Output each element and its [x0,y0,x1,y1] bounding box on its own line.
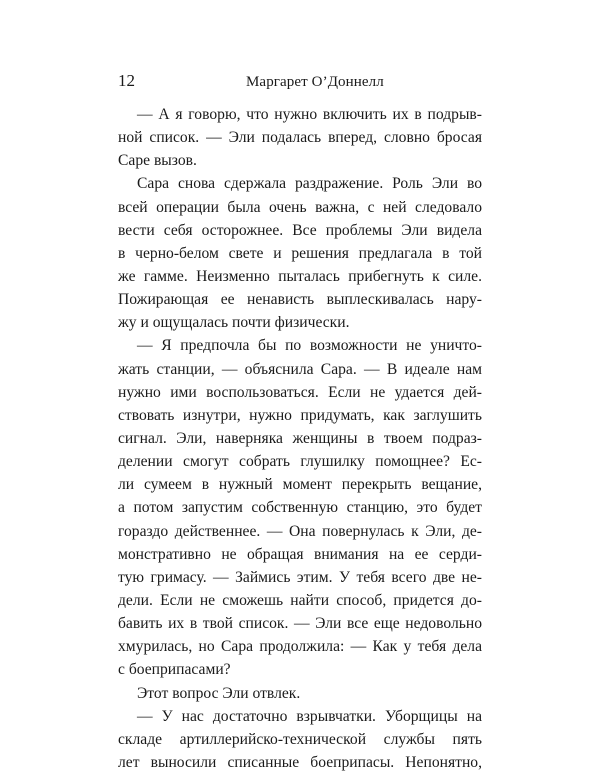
text-line: же гамме. Неизменно пыталась прибегнуть к силе. [118,267,482,285]
text-line: сигнал. Эли, наверняка женщины в твоем подраз- [118,429,482,447]
text-line: хмурилась, но Сара продолжила: — Как у тебя дела [118,638,482,656]
text-line: Сара снова сдержала раздражение. Роль Эли во [137,175,482,193]
text-line: делении смогут собрать глушилку помощнее? Ес- [118,453,482,471]
text-line: а потом запустим собственную станцию, это будет [118,499,482,517]
running-head [118,70,482,94]
text-line: жать станции, — объяснила Сара. — В идеале нам [118,360,482,378]
text-line: монстративно не обращая внимания на ее серди- [118,545,482,563]
text-line: тую гримасу. — Займись этим. У тебя всего две не- [118,568,482,586]
text-line: ли сумеем в нужный момент перекрыть вещание, [118,476,482,494]
text-line: Саре вызов. [118,152,197,170]
text-line: лет выносили списанные боеприпасы. Непонятно, [118,753,482,771]
text-line: вести себя осторожнее. Все проблемы Эли видела [118,221,482,239]
text-line: в черно-белом свете и решения предлагала в той [118,244,482,262]
text-line: всей операции была очень важна, с ней следовало [118,198,482,216]
text-line: гораздо действеннее. — Она повернулась к Эли, де- [118,522,482,540]
text-line: дели. Если не сможешь найти способ, придется до- [118,591,482,609]
text-line: бавить их в твой список. — Эли все еще недовольно [118,615,482,633]
body-text [118,103,482,774]
text-line: Пожирающая ее ненависть выплескивалась нару- [118,291,482,309]
text-line: нужно ими воспользоваться. Если не удается дей- [118,383,482,401]
text-line: с боеприпасами? [118,661,231,679]
text-line: складе артиллерийско-технической службы пять [118,730,482,748]
text-line: ной список. — Эли подалась вперед, словно бросая [118,129,482,147]
text-line: ствовать изнутри, нужно придумать, как заглушить [118,406,482,424]
text-line: — Я предпочла бы по возможности не уничто- [137,337,482,355]
text-line: жу и ощущалась почти физически. [118,314,350,332]
running-title: Маргарет О’Доннелл [246,74,384,90]
text-line: — У нас достаточно взрывчатки. Уборщицы на [137,707,482,725]
text-line: Этот вопрос Эли отвлек. [137,684,301,702]
text-line: — А я говорю, что нужно включить их в подрыв- [137,106,482,123]
page-number: 12 [118,71,135,90]
